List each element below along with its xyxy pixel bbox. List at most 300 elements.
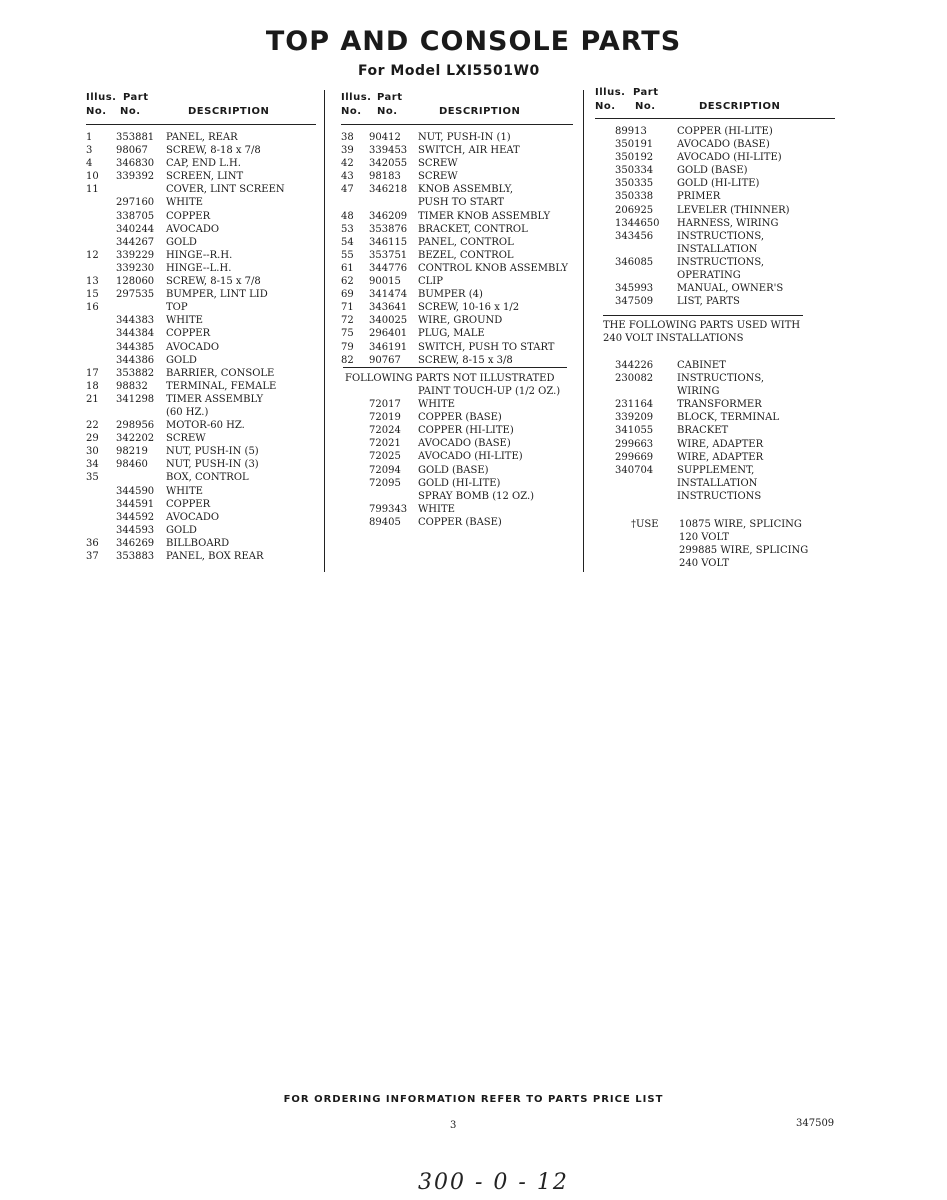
- part-description: COPPER (HI-LITE): [418, 425, 514, 437]
- illus-number: 35: [86, 472, 99, 484]
- table-row: [595, 464, 835, 477]
- table-row: [86, 262, 316, 275]
- illus-number: 15: [86, 289, 99, 301]
- part-description: SUPPLEMENT,: [677, 464, 755, 476]
- table-row: [341, 385, 573, 398]
- part-description: AVOCADO: [166, 223, 220, 235]
- part-number: 72095: [369, 477, 401, 489]
- part-description: BUMPER (4): [418, 289, 483, 301]
- illus-number: 13: [86, 276, 99, 288]
- part-number: 340704: [615, 464, 654, 476]
- table-row: [595, 398, 835, 411]
- part-description: GOLD (HI-LITE): [677, 178, 760, 190]
- table-row: [595, 359, 835, 372]
- part-number: 346218: [369, 184, 408, 196]
- part-number: 343456: [615, 230, 654, 242]
- table-row: [341, 288, 573, 301]
- part-description: AVOCADO (HI-LITE): [677, 152, 782, 164]
- part-description: KNOB ASSEMBLY,: [418, 184, 514, 196]
- part-description: WHITE: [166, 197, 203, 209]
- part-description: COPPER (HI-LITE): [677, 126, 773, 137]
- volt-240-parts-table: [595, 353, 835, 503]
- illus-number: 54: [341, 236, 354, 248]
- table-row: [595, 477, 835, 490]
- part-description: BILLBOARD: [166, 537, 230, 549]
- part-number: 339229: [116, 249, 155, 261]
- table-row: [341, 490, 573, 503]
- part-description: SCREEN, LINT: [166, 171, 244, 183]
- part-number: 342202: [116, 433, 155, 445]
- part-description: SCREW: [418, 158, 458, 170]
- table-row: [595, 217, 835, 230]
- part-description: GOLD: [166, 236, 197, 248]
- part-number: 72021: [369, 438, 401, 450]
- table-row: [595, 177, 835, 190]
- table-row: [86, 445, 316, 458]
- part-number: 344591: [116, 498, 155, 510]
- part-number: 350191: [615, 139, 654, 151]
- illus-no-label: No.: [595, 101, 616, 112]
- illus-number: 61: [341, 262, 354, 274]
- table-row: [86, 196, 316, 209]
- part-description: PANEL, CONTROL: [418, 236, 514, 248]
- part-number: 1344650: [615, 217, 660, 229]
- part-description: SWITCH, AIR HEAT: [418, 145, 520, 157]
- part-number: 296401: [369, 328, 408, 340]
- not-illustrated-heading: FOLLOWING PARTS NOT ILLUSTRATED: [345, 373, 555, 384]
- table-row: [86, 354, 316, 367]
- part-number: 90015: [369, 276, 401, 288]
- part-description: INSTRUCTIONS,: [677, 230, 765, 242]
- part-number: 350334: [615, 165, 654, 177]
- part-number: 341298: [116, 393, 155, 405]
- parts-table: [86, 125, 316, 563]
- illus-label: Illus.: [341, 92, 372, 103]
- table-row: [341, 275, 573, 288]
- part-number: 298956: [116, 420, 155, 432]
- part-no-label: No.: [120, 106, 141, 117]
- illus-number: 53: [341, 223, 354, 235]
- part-description: MOTOR-60 HZ.: [166, 420, 245, 432]
- description-label: DESCRIPTION: [699, 101, 781, 112]
- part-description: BARRIER, CONSOLE: [166, 367, 275, 379]
- part-description: WIRE, GROUND: [418, 315, 503, 327]
- part-description: COPPER (BASE): [418, 516, 502, 528]
- table-row: [341, 262, 573, 275]
- illus-number: 71: [341, 302, 354, 314]
- part-number: 344386: [116, 354, 155, 366]
- part-description: TERMINAL, FEMALE: [166, 380, 277, 392]
- use-notes: [679, 518, 808, 570]
- table-row: [595, 282, 835, 295]
- table-row: [86, 210, 316, 223]
- table-row: [595, 295, 835, 308]
- part-number: 231164: [615, 399, 654, 411]
- table-row: [86, 458, 316, 471]
- part-description: CLIP: [418, 276, 443, 288]
- use-label: †USE: [631, 519, 659, 530]
- part-description: TRANSFORMER: [677, 399, 762, 411]
- part-description: HARNESS, WIRING: [677, 217, 779, 229]
- part-description: TIMER ASSEMBLY: [166, 393, 264, 405]
- part-description: SCREW, 8-15 x 3/8: [418, 354, 513, 366]
- part-number: 98219: [116, 446, 148, 458]
- part-description: AVOCADO (HI-LITE): [418, 451, 523, 463]
- table-row: [595, 204, 835, 217]
- description-label: DESCRIPTION: [188, 106, 270, 117]
- illus-number: 55: [341, 249, 354, 261]
- part-description: WHITE: [166, 315, 203, 327]
- illus-number: 29: [86, 433, 99, 445]
- part-number: 128060: [116, 276, 155, 288]
- part-number: 297160: [116, 197, 155, 209]
- part-number: 345993: [615, 283, 654, 295]
- table-row: [86, 485, 316, 498]
- use-line: 10875 WIRE, SPLICING: [679, 519, 802, 530]
- table-row: [86, 524, 316, 537]
- part-description: TOP: [166, 302, 188, 314]
- illus-number: 17: [86, 367, 99, 379]
- part-number: 340244: [116, 223, 155, 235]
- table-row: [86, 419, 316, 432]
- part-description: PANEL, REAR: [166, 132, 238, 143]
- table-row: [86, 144, 316, 157]
- table-row: [595, 243, 835, 256]
- part-number: 344384: [116, 328, 155, 340]
- table-row: [86, 537, 316, 550]
- part-description: BUMPER, LINT LID: [166, 289, 268, 301]
- part-description: PAINT TOUCH-UP (1/2 OZ.): [418, 386, 561, 397]
- table-row: [86, 367, 316, 380]
- part-description: COVER, LINT SCREEN: [166, 184, 285, 196]
- part-number: 299663: [615, 438, 654, 450]
- part-description: COPPER: [166, 498, 211, 510]
- part-description: SCREW, 8-15 x 7/8: [166, 276, 261, 288]
- part-description: (60 HZ.): [166, 406, 209, 418]
- table-row: [595, 190, 835, 203]
- part-number: 344592: [116, 511, 155, 523]
- part-description: WHITE: [166, 485, 203, 497]
- table-row: [341, 249, 573, 262]
- part-description: GOLD: [166, 524, 197, 536]
- parts-column-3: [595, 87, 835, 570]
- part-label: Part: [633, 87, 659, 98]
- table-row: [595, 490, 835, 503]
- part-description: SWITCH, PUSH TO START: [418, 341, 555, 353]
- part-number: 339209: [615, 412, 654, 424]
- part-number: 90767: [369, 354, 401, 366]
- table-row: [595, 230, 835, 243]
- table-row: [341, 341, 573, 354]
- part-description: COPPER: [166, 210, 211, 222]
- illus-number: 11: [86, 184, 99, 196]
- illus-number: 43: [341, 171, 354, 183]
- part-number: 343641: [369, 302, 408, 314]
- table-row: [86, 275, 316, 288]
- part-number: 72019: [369, 412, 401, 424]
- illus-number: 69: [341, 289, 354, 301]
- table-row: [595, 385, 835, 398]
- use-line: 120 VOLT: [679, 532, 730, 544]
- part-number: 347509: [615, 296, 654, 308]
- illus-number: 39: [341, 145, 354, 157]
- table-row: [341, 516, 573, 529]
- table-row: [86, 327, 316, 340]
- table-row: [341, 450, 573, 463]
- part-description: NUT, PUSH-IN (1): [418, 132, 511, 143]
- part-number: 344590: [116, 485, 155, 497]
- part-number: 344267: [116, 236, 155, 248]
- part-number: 297535: [116, 289, 155, 301]
- table-row: [341, 477, 573, 490]
- part-number: 89913: [615, 126, 647, 137]
- illus-label: Illus.: [595, 87, 626, 98]
- part-description: AVOCADO: [166, 341, 220, 353]
- illus-number: 79: [341, 341, 354, 353]
- part-description: PUSH TO START: [418, 197, 504, 209]
- part-description: PRIMER: [677, 191, 721, 203]
- part-number: 338705: [116, 210, 155, 222]
- table-row: [86, 498, 316, 511]
- part-label: Part: [123, 92, 149, 103]
- illus-number: 10: [86, 171, 99, 183]
- table-row: [341, 464, 573, 477]
- part-number: 72024: [369, 425, 401, 437]
- part-description: SCREW: [166, 433, 206, 445]
- illus-no-label: No.: [86, 106, 107, 117]
- illus-number: 4: [86, 158, 93, 170]
- parts-table: [595, 119, 835, 308]
- table-row: [341, 223, 573, 236]
- part-description: SCREW, 10-16 x 1/2: [418, 302, 520, 314]
- table-row: [595, 151, 835, 164]
- column-header: [595, 87, 835, 118]
- part-number: 230082: [615, 373, 654, 385]
- table-row: [86, 380, 316, 393]
- part-number: 344593: [116, 524, 155, 536]
- part-description: INSTALLATION: [677, 243, 758, 255]
- part-number: 344385: [116, 341, 155, 353]
- part-description: INSTRUCTIONS,: [677, 373, 765, 385]
- part-description: PLUG, MALE: [418, 328, 485, 340]
- illus-label: Illus.: [86, 92, 117, 103]
- ordering-info-footer: FOR ORDERING INFORMATION REFER TO PARTS PRICE LIST: [283, 1094, 664, 1105]
- part-number: 98460: [116, 459, 148, 471]
- part-description: CONTROL KNOB ASSEMBLY: [418, 262, 568, 274]
- part-description: WIRE, ADAPTER: [677, 451, 764, 463]
- table-row: [341, 210, 573, 223]
- illus-number: 18: [86, 380, 99, 392]
- section-rule: [343, 367, 567, 368]
- part-description: BOX, CONTROL: [166, 472, 249, 484]
- illus-number: 38: [341, 132, 354, 143]
- table-row: [341, 398, 573, 411]
- use-line: 240 VOLT: [679, 558, 730, 570]
- table-row: [86, 341, 316, 354]
- use-line: 299885 WIRE, SPLICING: [679, 545, 809, 557]
- table-row: [595, 438, 835, 451]
- part-description: GOLD (BASE): [677, 165, 748, 177]
- page-number: 3: [450, 1120, 457, 1131]
- part-number: 72094: [369, 464, 401, 476]
- part-description: NUT, PUSH-IN (5): [166, 446, 259, 458]
- illus-number: 16: [86, 302, 99, 314]
- part-number: 799343: [369, 503, 408, 515]
- part-description: GOLD (BASE): [418, 464, 489, 476]
- part-number: 98183: [369, 171, 401, 183]
- section-rule: [603, 315, 803, 316]
- part-number: 350192: [615, 152, 654, 164]
- table-row: [86, 170, 316, 183]
- part-number: 206925: [615, 204, 654, 216]
- part-number: 346830: [116, 158, 155, 170]
- table-row: [86, 301, 316, 314]
- part-description: GOLD: [166, 354, 197, 366]
- part-description: AVOCADO: [166, 511, 220, 523]
- table-row: [86, 131, 316, 144]
- part-description: INSTRUCTIONS,: [677, 256, 765, 268]
- part-description: HINGE--R.H.: [166, 249, 233, 261]
- illus-number: 72: [341, 315, 354, 327]
- part-description: HINGE--L.H.: [166, 262, 232, 274]
- part-number: 342055: [369, 158, 408, 170]
- table-row: [86, 236, 316, 249]
- table-row: [595, 411, 835, 424]
- column-divider: [583, 90, 584, 572]
- table-row: [341, 236, 573, 249]
- illus-number: 1: [86, 132, 93, 143]
- description-label: DESCRIPTION: [439, 106, 521, 117]
- table-row: [341, 314, 573, 327]
- part-number: 340025: [369, 315, 408, 327]
- document-number: 347509: [796, 1118, 835, 1129]
- part-number: 339392: [116, 171, 155, 183]
- parts-column-2: [341, 90, 573, 528]
- table-row: [341, 437, 573, 450]
- part-number: 353883: [116, 551, 155, 562]
- table-row: [86, 157, 316, 170]
- part-description: WHITE: [418, 399, 455, 411]
- illus-number: 42: [341, 158, 354, 170]
- part-description: LEVELER (THINNER): [677, 204, 790, 216]
- part-description: OPERATING: [677, 270, 741, 282]
- part-description: WIRE, ADAPTER: [677, 438, 764, 450]
- table-row: [86, 550, 316, 563]
- part-description: INSTALLATION: [677, 477, 758, 489]
- page-title: TOP AND CONSOLE PARTS: [265, 26, 682, 57]
- illus-number: 48: [341, 210, 354, 222]
- table-row: [86, 406, 316, 419]
- part-number: 90412: [369, 132, 401, 143]
- illus-number: 3: [86, 145, 93, 157]
- note-240-volt: THE FOLLOWING PARTS USED WITH 240 VOLT INSTALLATIONS: [603, 320, 801, 345]
- part-number: 346191: [369, 341, 408, 353]
- table-row: [341, 131, 573, 144]
- part-number: 344226: [615, 360, 654, 371]
- illus-number: 30: [86, 446, 99, 458]
- table-row: [341, 301, 573, 314]
- part-description: BEZEL, CONTROL: [418, 249, 514, 261]
- column-header: [86, 90, 316, 124]
- illus-number: 82: [341, 354, 354, 366]
- table-row: [595, 451, 835, 464]
- part-number: 341474: [369, 289, 408, 301]
- table-row: [86, 471, 316, 484]
- part-number: 344383: [116, 315, 155, 327]
- parts-column-1: [86, 90, 316, 563]
- illus-number: 37: [86, 551, 99, 562]
- part-description: CAP, END L.H.: [166, 158, 241, 170]
- table-row: [341, 424, 573, 437]
- part-description: SPRAY BOMB (12 OZ.): [418, 490, 535, 502]
- part-number: 346085: [615, 256, 654, 268]
- part-description: BRACKET, CONTROL: [418, 223, 528, 235]
- illus-number: 75: [341, 328, 354, 340]
- illus-number: 22: [86, 420, 99, 432]
- column-header: [341, 90, 573, 124]
- part-description: PANEL, BOX REAR: [166, 551, 264, 562]
- part-no-label: No.: [377, 106, 398, 117]
- parts-table: [341, 125, 573, 367]
- table-row: [595, 372, 835, 385]
- part-description: TIMER KNOB ASSEMBLY: [418, 210, 551, 222]
- part-description: COPPER: [166, 328, 211, 340]
- part-number: 353876: [369, 223, 408, 235]
- part-number: 72017: [369, 399, 401, 411]
- part-number: 339453: [369, 145, 408, 157]
- table-row: [86, 511, 316, 524]
- table-row: [86, 288, 316, 301]
- part-description: NUT, PUSH-IN (3): [166, 459, 259, 471]
- table-row: [86, 393, 316, 406]
- part-number: 339230: [116, 262, 155, 274]
- illus-number: 34: [86, 459, 99, 471]
- table-row: [595, 256, 835, 269]
- column-divider: [324, 90, 325, 572]
- part-description: CABINET: [677, 360, 726, 371]
- paint-parts-table: [341, 379, 573, 529]
- part-description: AVOCADO (BASE): [418, 438, 511, 450]
- table-row: [595, 138, 835, 151]
- part-number: 89405: [369, 516, 401, 528]
- table-row: [86, 314, 316, 327]
- table-row: [86, 223, 316, 236]
- part-description: BLOCK, TERMINAL: [677, 412, 779, 424]
- part-no-label: No.: [635, 101, 656, 112]
- part-description: LIST, PARTS: [677, 296, 740, 308]
- table-row: [341, 183, 573, 196]
- part-description: AVOCADO (BASE): [677, 139, 770, 151]
- part-number: 72025: [369, 451, 401, 463]
- part-number: 353882: [116, 367, 155, 379]
- part-number: 346209: [369, 210, 408, 222]
- model-subtitle: For Model LXI5501W0: [358, 63, 540, 79]
- part-description: SCREW: [418, 171, 458, 183]
- table-row: [86, 183, 316, 196]
- table-row: [341, 327, 573, 340]
- illus-number: 36: [86, 537, 99, 549]
- table-row: [595, 424, 835, 437]
- table-row: [341, 411, 573, 424]
- table-row: [86, 249, 316, 262]
- table-row: [341, 196, 573, 209]
- part-description: GOLD (HI-LITE): [418, 477, 501, 489]
- table-row: [341, 170, 573, 183]
- part-description: SCREW, 8-18 x 7/8: [166, 145, 261, 157]
- illus-number: 12: [86, 249, 99, 261]
- part-number: 341055: [615, 425, 654, 437]
- table-row: [595, 125, 835, 138]
